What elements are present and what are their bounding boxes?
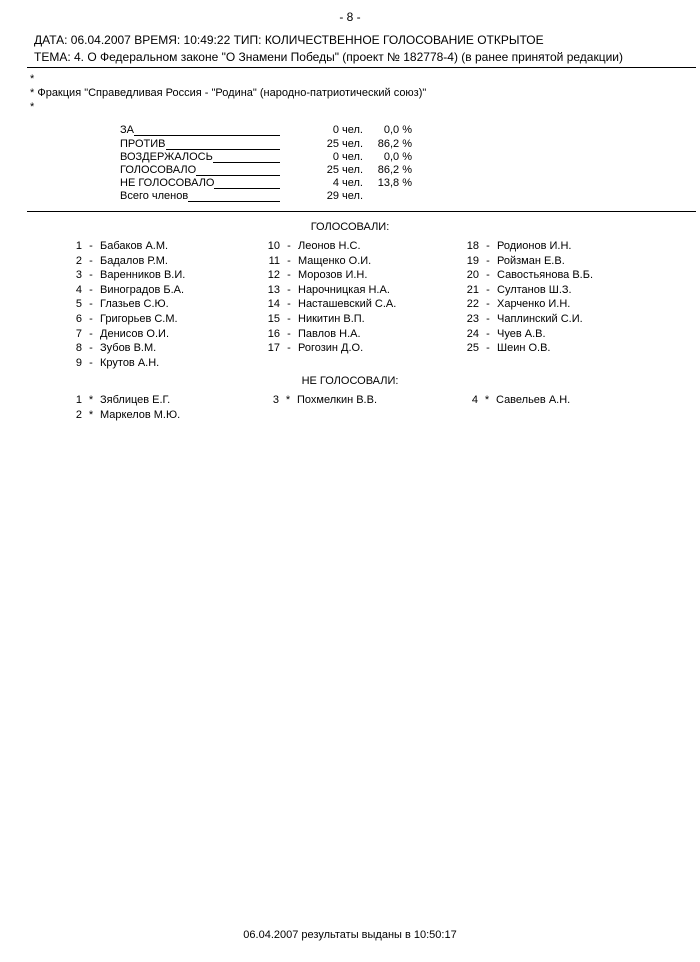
voter-name: Варенников В.И. [100, 269, 186, 282]
faction-star-top: * [30, 73, 35, 85]
stat-underline [213, 162, 280, 163]
voter-number: 25 [466, 342, 479, 355]
voter-separator: - [486, 269, 490, 282]
stat-percent: 0,0 % [383, 151, 412, 163]
voter-separator: * [88, 394, 94, 406]
page-number: - 8 - [339, 10, 361, 24]
stat-label: ПРОТИВ [120, 138, 166, 150]
voter-number: 14 [267, 298, 280, 311]
voter-number: 18 [466, 240, 479, 252]
voter-number: 5 [75, 298, 82, 311]
voter-number: 21 [466, 283, 479, 296]
voter-name: Маркелов М.Ю. [100, 408, 181, 421]
voter-name: Рогозин Д.О. [298, 342, 364, 355]
voter-name: Савельев А.Н. [496, 394, 571, 406]
statistics-divider [27, 211, 696, 212]
voter-number: 12 [267, 269, 280, 282]
voter-row [461, 269, 593, 281]
voter-separator: - [89, 240, 93, 252]
stat-count: 0 чел. [332, 124, 363, 136]
voter-number: 4 [75, 283, 82, 296]
voter-name: Павлов Н.А. [298, 327, 361, 340]
voter-separator: - [89, 283, 93, 296]
stat-count: 0 чел. [332, 151, 363, 163]
voter-number: 15 [267, 313, 280, 325]
voter-name: Зяблицев Е.Г. [100, 394, 171, 406]
voter-number: 8 [75, 342, 82, 355]
voter-name: Денисов О.И. [100, 327, 170, 340]
voter-separator: - [89, 327, 93, 340]
voter-row [262, 284, 390, 296]
voter-row [68, 284, 184, 296]
voter-separator: - [89, 298, 93, 311]
voter-separator: - [287, 342, 291, 355]
voter-separator: - [287, 283, 291, 296]
voter-number: 3 [272, 394, 279, 406]
voter-number: 24 [466, 327, 479, 340]
voter-number: 2 [75, 408, 82, 421]
non-voter-row [68, 409, 180, 421]
voter-separator: - [486, 240, 490, 252]
voter-separator: - [287, 327, 291, 340]
voter-number: 19 [466, 254, 479, 267]
voter-number: 9 [75, 356, 82, 369]
stat-percent: 0,0 % [383, 124, 412, 136]
stat-percent: 13,8 % [377, 177, 412, 189]
voter-number: 2 [75, 254, 82, 267]
voter-name: Никитин В.П. [298, 313, 365, 325]
voter-name: Савостьянова В.Б. [497, 269, 594, 282]
voter-row [68, 342, 156, 354]
voter-name: Султанов Ш.З. [497, 283, 572, 296]
stat-label: Всего членов [120, 190, 189, 202]
voter-separator: - [287, 240, 291, 252]
voter-row [262, 313, 365, 325]
stat-label: ЗА [120, 124, 134, 136]
voter-separator: - [89, 356, 93, 369]
voter-number: 16 [267, 327, 280, 340]
stat-percent: 86,2 % [377, 164, 412, 176]
voter-separator: - [89, 269, 93, 282]
voter-number: 17 [267, 342, 280, 355]
voter-name: Морозов И.Н. [298, 269, 368, 282]
voter-number: 13 [267, 283, 280, 296]
voter-row [262, 328, 361, 340]
not-voted-section-title: НЕ ГОЛОСОВАЛИ: [301, 375, 399, 387]
voter-row [461, 328, 546, 340]
voter-row [262, 342, 363, 354]
non-voter-row [265, 394, 377, 406]
voter-name: Бадалов Р.М. [100, 254, 168, 267]
voter-row [68, 357, 159, 369]
voter-row [461, 342, 550, 354]
voter-name: Чаплинский С.И. [497, 313, 583, 325]
voter-name: Виноградов Б.А. [100, 283, 185, 296]
voter-name: Насташевский С.А. [298, 298, 397, 311]
stat-label: НЕ ГОЛОСОВАЛО [120, 177, 215, 189]
voter-separator: - [287, 269, 291, 282]
voter-name: Григорьев С.М. [100, 313, 178, 325]
non-voter-row [68, 394, 170, 406]
stat-count: 25 чел. [326, 164, 363, 176]
voter-number: 4 [471, 394, 478, 406]
non-voter-row [464, 394, 570, 406]
voter-row [461, 255, 565, 267]
voter-separator: * [285, 394, 291, 406]
voter-name: Мащенко О.И. [298, 254, 372, 267]
voter-separator: - [486, 342, 490, 355]
voter-row [68, 298, 169, 310]
voter-row [68, 255, 168, 267]
voter-row [262, 240, 361, 252]
voter-row [461, 298, 570, 310]
voter-separator: - [287, 254, 291, 267]
stat-underline [166, 149, 280, 150]
voter-row [262, 269, 367, 281]
voter-row [461, 313, 583, 325]
voter-separator: - [89, 342, 93, 355]
voted-section-title: ГОЛОСОВАЛИ: [310, 221, 390, 233]
voter-number: 23 [466, 313, 479, 325]
voter-number: 1 [75, 394, 82, 406]
voter-row [262, 298, 396, 310]
header-topic: ТЕМА: 4. О Федеральном законе "О Знамени Победы" (проект № 182778-4) (в ранее принятой редакции) [34, 50, 624, 64]
voter-row [461, 284, 572, 296]
faction-star-bottom: * [30, 101, 35, 113]
voter-number: 20 [466, 269, 479, 282]
voter-separator: - [287, 313, 291, 325]
voter-number: 10 [267, 240, 280, 252]
voter-number: 7 [75, 327, 82, 340]
voter-name: Похмелкин В.В. [297, 394, 378, 406]
voter-name: Харченко И.Н. [497, 298, 571, 311]
voter-name: Чуев А.В. [497, 327, 546, 340]
stat-underline [188, 201, 280, 202]
voter-row [68, 269, 185, 281]
stat-underline [214, 188, 280, 189]
voter-name: Нарочницкая Н.А. [298, 283, 390, 296]
stat-count: 4 чел. [332, 177, 363, 189]
voter-name: Зубов В.М. [100, 342, 157, 355]
voter-separator: - [486, 313, 490, 325]
voter-separator: - [486, 283, 490, 296]
voter-separator: * [88, 408, 94, 421]
stat-count: 25 чел. [326, 138, 363, 150]
voter-separator: - [89, 254, 93, 267]
results-footer: 06.04.2007 результаты выданы в 10:50:17 [243, 929, 457, 941]
voter-row [68, 240, 168, 252]
voter-separator: - [89, 313, 93, 325]
stat-label: ГОЛОСОВАЛО [120, 164, 197, 176]
stat-count: 29 чел. [326, 190, 363, 202]
header-date-type: ДАТА: 06.04.2007 ВРЕМЯ: 10:49:22 ТИП: КОЛИЧЕСТВЕННОЕ ГОЛОСОВАНИЕ ОТКРЫТОЕ [34, 33, 544, 47]
voter-row [68, 313, 178, 325]
voter-name: Шеин О.В. [497, 342, 551, 355]
voter-number: 1 [75, 240, 82, 252]
voter-row [461, 240, 571, 252]
voter-name: Леонов Н.С. [298, 240, 361, 252]
voter-separator: - [287, 298, 291, 311]
voter-row [68, 328, 169, 340]
voter-separator: - [486, 327, 490, 340]
faction-title: * Фракция "Справедливая Россия - "Родина" (народно-патриотический союз)" [30, 87, 427, 99]
voter-separator: - [486, 254, 490, 267]
voter-name: Ройзман Е.В. [497, 254, 565, 267]
voter-row [262, 255, 371, 267]
stat-underline [134, 135, 280, 136]
voter-separator: - [486, 298, 490, 311]
voter-number: 22 [466, 298, 479, 311]
stat-underline [196, 175, 280, 176]
voter-number: 11 [268, 254, 280, 267]
voter-number: 6 [75, 313, 82, 325]
voter-separator: * [484, 394, 490, 406]
voter-name: Глазьев С.Ю. [100, 298, 169, 311]
voter-name: Крутов А.Н. [100, 356, 160, 369]
header-divider [27, 67, 696, 68]
voter-number: 3 [75, 269, 82, 282]
stat-label: ВОЗДЕРЖАЛОСЬ [120, 151, 213, 163]
voter-name: Родионов И.Н. [497, 240, 572, 252]
stat-percent: 86,2 % [377, 138, 412, 150]
voter-name: Бабаков А.М. [100, 240, 169, 252]
